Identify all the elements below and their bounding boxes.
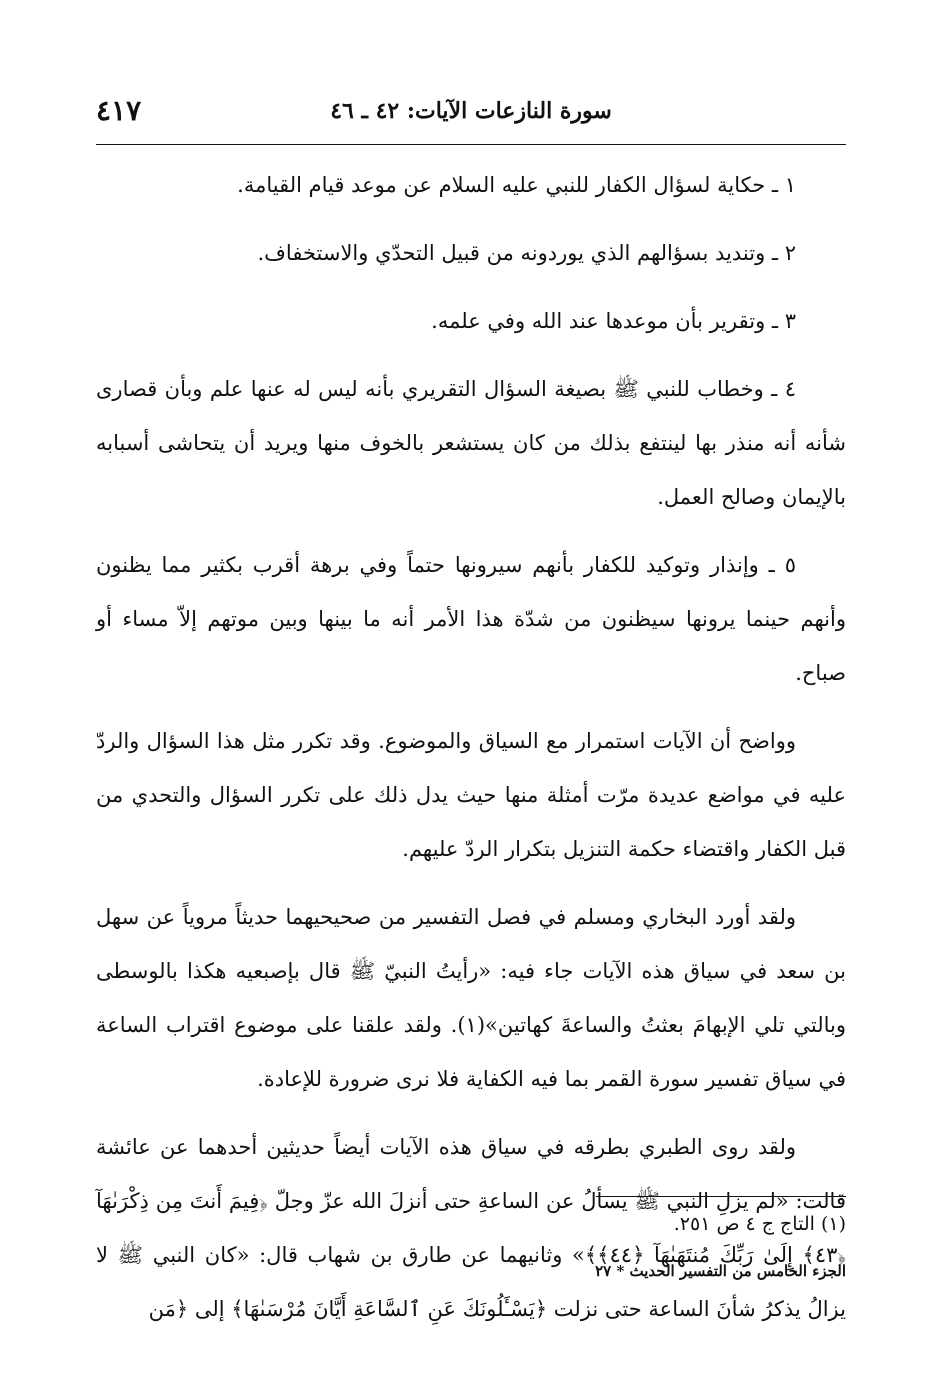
footnote-divider: [596, 1196, 846, 1197]
list-item: ٢ ـ وتنديد بسؤالهم الذي يوردونه من قبيل التحدّي والاستخفاف.: [257, 241, 796, 265]
list-item: ١ ـ حكاية لسؤال الكفار للنبي عليه السلام عن موعد قيام القيامة.: [237, 173, 796, 197]
footnote: (١) التاج ج ٤ ص ٢٥١.: [673, 1213, 846, 1235]
running-header: [96, 92, 846, 138]
page-number: ٤١٧: [96, 94, 142, 127]
paragraph: ولقد أورد البخاري ومسلم في فصل التفسير من صحيحيهما حديثاً مروياً عن سهل بن سعد في سياق هذه الآيات جاء فيه: «رأيتُ النبيّ ﷺ قال بإصبعيه هكذا بالوسطى وبالتي تلي الإبهامَ بعثتُ والساعةَ كهاتين»(١). ولقد علقنا على موضوع اقتراب الساعة في سياق تفسير سورة القمر بما فيه الكفاية فلا نرى ضرورة للإعادة.: [96, 905, 846, 1091]
list-item: ٤ ـ وخطاب للنبي ﷺ بصيغة السؤال التقريري بأنه ليس له عنها علم وبأن قصارى شأنه أنه منذر بها لينتفع بذلك من كان يستشعر بالخوف منها ويريد أن يتحاشى أسبابه بالإيمان وصالح العمل.: [96, 377, 846, 509]
paragraph: وواضح أن الآيات استمرار مع السياق والموضوع. وقد تكرر مثل هذا السؤال والردّ عليه في مواضع عديدة مرّت أمثلة منها حيث يدل ذلك على تكرر السؤال والتحدي من قبل الكفار واقتضاء حكمة التنزيل بتكرار الردّ عليهم.: [96, 729, 846, 861]
list-item: ٣ ـ وتقرير بأن موعدها عند الله وفي علمه.: [431, 309, 796, 333]
list-item: ٥ ـ وإنذار وتوكيد للكفار بأنهم سيرونها حتماً وفي برهة أقرب بكثير مما يظنون وأنهم حينما يرونها سيظنون من شدّة هذا الأمر أنه ما بينها وبين موتهم إلاّ مساء أو صباح.: [96, 553, 846, 685]
paragraph: ولقد روى الطبري بطرقه في سياق هذه الآيات أيضاً حديثين أحدهما عن عائشة قالت: «لم يزلِ النبي ﷺ يسألُ عن الساعةِ حتى أنزلَ الله عزّ وجلّ ﴿فِيمَ أَنتَ مِن ذِكْرَىٰهَآ ﴿٤٣﴾ إِلَىٰ رَبِّكَ مُنتَهَىٰهَآ ﴿٤٤﴾﴾» وثانيهما عن طارق بن شهاب قال: «كان النبي ﷺ لا يزالُ يذكرُ شأنَ الساعة حتى نزلت ﴿يَسْـَٔلُونَكَ عَنِ ٱلسَّاعَةِ أَيَّانَ مُرْسَىٰهَا﴾ إلى ﴿مَن: [96, 1135, 847, 1321]
printer-signature: الجزء الخامس من التفسير الحديث * ٢٧: [595, 1262, 846, 1280]
chapter-title: سورة النازعات الآيات: ٤٢ ـ ٤٦: [330, 98, 612, 124]
header-divider: [96, 144, 846, 145]
main-text: [96, 158, 846, 1350]
